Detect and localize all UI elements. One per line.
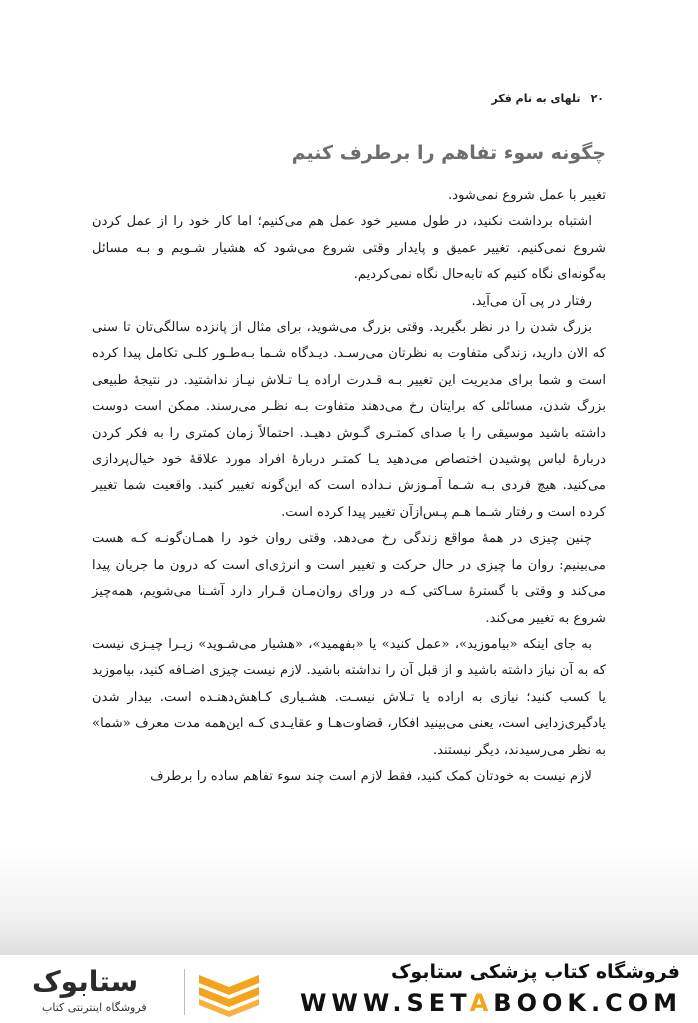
paragraph: اشتباه برداشت نکنید، در طول مسیر خود عمل هم می‌کنیم؛ اما کار خود را از عمل کردن شروع نمی‌کنیم. تغییر عمیق و پایدار وقتی شروع می‌شود که هشیار شـویم و بـه مسائل به‌گونه‌ای نگاه کنیم که تابه‌حال نگاه نمی‌کردیم.: [92, 214, 606, 283]
store-url-link[interactable]: [300, 989, 682, 1017]
logo-tagline: فروشگاه اینترنتی کتاب: [42, 1001, 147, 1014]
logo-divider: [184, 969, 185, 1015]
page-fade-overlay: [0, 850, 698, 955]
paragraph: چنین چیزی در همهٔ مواقع زندگی رخ می‌دهد. وقتی روان خود را همـان‌گونـه کـه هست می‌بینیم: روان ما چیزی در حال حرکت و تغییر است و انرژی‌ای است که درون ما جریان پیدا می‌کند و وقتی با گسترهٔ سـاکتی کـه در ورای روان‌مـان قـرار دارد آشـنا می‌شویم، همه‌چیز شروع به تغییر می‌کند.: [92, 531, 606, 626]
url-part-2: BOOK.COM: [493, 989, 682, 1017]
page-number: ۲۰: [590, 92, 604, 105]
url-part-1: WWW.SET: [299, 989, 470, 1017]
running-header: [491, 92, 604, 105]
paragraph: رفتار در پی آن می‌آید.: [471, 293, 592, 309]
paragraph: بزرگ شدن را در نظر بگیرید. وقتی بزرگ می‌شوید، برای مثال از پانزده سالگی‌تان تا سنی که الان دارید، زندگی متفاوت به نظرتان می‌رسـد. دیـدگاه شـما بـه‌طـور کلـی تکامل پیدا کرده است و شما برای مدیریت این تغییر بـه قـدرت اراده یـا تـلاش نیـاز نداشتید. در نتیجهٔ طبیعی بزرگ شدن، مسائلی که برایتان رخ می‌دهند متفاوت بـه نظـر می‌رسند. ممکن است دوست داشته باشید موسیقی را با صدای کمتـری گـوش دهیـد. احتمالاً زمان کمتری را به فکر کردن دربارهٔ لباس پوشیدن اختصاص می‌دهید یـا کمتـر دربارهٔ افراد مورد علاقهٔ خود خیال‌پردازی می‌کنید. هیچ فردی بـه شـما آمـوزش نـداده است که این‌گونه تغییر کنید. واقعیت شما تغییر کرده است و رفتار شـما هـم پـس‌ازآن تغییر پیدا کرده است.: [92, 320, 606, 520]
paragraph: تغییر با عمل شروع نمی‌شود.: [448, 188, 606, 203]
logo-wordmark: ستابوک: [32, 965, 139, 998]
url-accent-letter: A: [469, 989, 494, 1017]
store-footer: [0, 955, 698, 1023]
book-stack-icon: [194, 967, 264, 1017]
running-title: تلهای به نام فکر: [491, 92, 581, 105]
chapter-title: چگونه سوء تفاهم را برطرف کنیم: [291, 142, 606, 164]
store-logo[interactable]: [32, 965, 272, 1020]
paragraph: لازم نیست به خودتان کمک کنید، فقط لازم است چند سوء تفاهم ساده را برطرف: [150, 768, 592, 784]
paragraph: به جای اینکه «بیاموزید»، «عمل کنید» یا «بفهمید»، «هشیار می‌شـوید» زیـرا چیـزی نیست که به آن نیاز داشته باشید و از قبل آن را نداشته باشید. لازم نیست چیزی اضـافه کنید، بیاموزید یا کسب کنید؛ نیازی به اراده یا تـلاش نیسـت. هشـیاری کـاهش‌دهنـده است. بیدار شدن یادگیری‌زدایی است، یعنی می‌بینید افکار، قضاوت‌هـا و عقایـدی کـه این‌همه مدت معرف «شما» به نظر می‌رسیدند، دیگر نیستند.: [92, 636, 606, 758]
store-name: فروشگاه کتاب پزشکی ستابوک: [390, 961, 680, 983]
body-text: [92, 183, 606, 790]
